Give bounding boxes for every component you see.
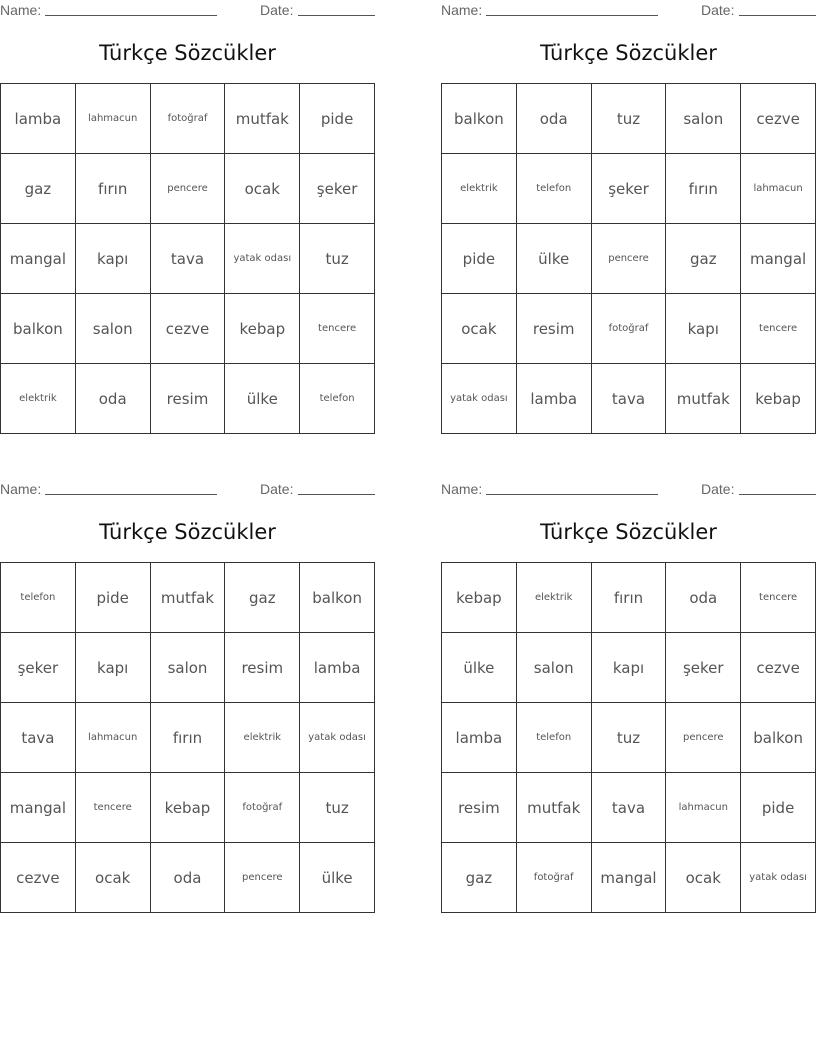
grid-cell: tencere [75,773,150,843]
grid-cell: mangal [591,843,666,913]
grid-cell: fotoğraf [225,773,300,843]
grid-cell: resim [442,773,517,843]
name-line [486,15,658,16]
date-line [739,494,816,495]
grid-cell: kebap [150,773,225,843]
date-label: Date: [260,481,294,497]
grid-cell: şeker [1,633,76,703]
grid-cell: oda [516,84,591,154]
grid-cell: cezve [1,843,76,913]
grid-cell: elektrik [225,703,300,773]
grid-cell: tuz [300,773,375,843]
grid-cell: pencere [666,703,741,773]
grid-cell: resim [516,294,591,364]
grid-cell: pencere [225,843,300,913]
grid-cell: cezve [741,84,816,154]
name-label: Name: [0,2,42,18]
grid-cell: fotoğraf [516,843,591,913]
grid-row [1,633,375,703]
grid-cell: yatak odası [741,843,816,913]
grid-row [1,84,375,154]
grid-cell: lahmacun [75,703,150,773]
grid-row [1,224,375,294]
name-label: Name: [441,481,483,497]
name-line [45,15,217,16]
grid-cell: kapı [75,224,150,294]
grid-cell: ocak [666,843,741,913]
name-date-row [0,479,375,499]
grid-cell: mutfak [666,364,741,434]
grid-cell: mutfak [150,563,225,633]
grid-cell: mangal [1,224,76,294]
grid-cell: lahmacun [666,773,741,843]
bingo-grid [441,562,816,913]
grid-cell: pide [75,563,150,633]
grid-cell: salon [666,84,741,154]
grid-cell: salon [150,633,225,703]
date-line [298,15,375,16]
name-label: Name: [0,481,42,497]
grid-cell: oda [75,364,150,434]
grid-row [1,563,375,633]
grid-row [1,843,375,913]
grid-cell: lamba [442,703,517,773]
name-label: Name: [441,2,483,18]
grid-cell: telefon [516,154,591,224]
grid-cell: ülke [225,364,300,434]
grid-cell: pencere [150,154,225,224]
grid-cell: fırın [75,154,150,224]
grid-cell: kapı [666,294,741,364]
grid-cell: yatak odası [442,364,517,434]
grid-cell: gaz [666,224,741,294]
grid-row [1,154,375,224]
grid-cell: kebap [225,294,300,364]
grid-row [442,84,816,154]
grid-row [442,843,816,913]
grid-cell: fotoğraf [591,294,666,364]
grid-cell: telefon [300,364,375,434]
grid-cell: kapı [591,633,666,703]
grid-cell: tencere [741,294,816,364]
grid-cell: fotoğraf [150,84,225,154]
grid-cell: gaz [1,154,76,224]
grid-cell: kebap [741,364,816,434]
grid-cell: lamba [516,364,591,434]
grid-row [442,773,816,843]
grid-cell: tuz [300,224,375,294]
grid-cell: lahmacun [741,154,816,224]
grid-cell: şeker [300,154,375,224]
grid-cell: resim [225,633,300,703]
grid-cell: oda [666,563,741,633]
name-date-row [0,0,375,20]
grid-cell: kebap [442,563,517,633]
grid-row [1,364,375,434]
name-line [45,494,217,495]
bingo-grid [441,83,816,434]
grid-cell: tuz [591,84,666,154]
grid-cell: oda [150,843,225,913]
grid-cell: pide [741,773,816,843]
name-date-row [441,0,816,20]
grid-cell: mutfak [516,773,591,843]
grid-cell: pencere [591,224,666,294]
grid-cell: tencere [300,294,375,364]
card-title: Türkçe Sözcükler [540,41,717,65]
date-label: Date: [260,2,294,18]
grid-cell: telefon [1,563,76,633]
card-title: Türkçe Sözcükler [540,520,717,544]
grid-cell: telefon [516,703,591,773]
grid-cell: ocak [225,154,300,224]
grid-cell: gaz [225,563,300,633]
grid-cell: balkon [442,84,517,154]
grid-cell: pide [442,224,517,294]
grid-cell: mangal [741,224,816,294]
grid-cell: ocak [442,294,517,364]
grid-cell: tava [591,364,666,434]
grid-row [442,224,816,294]
grid-cell: tava [591,773,666,843]
grid-cell: elektrik [1,364,76,434]
name-line [486,494,658,495]
grid-cell: mangal [1,773,76,843]
grid-cell: ülke [516,224,591,294]
grid-cell: fırın [150,703,225,773]
grid-row [442,364,816,434]
grid-row [442,154,816,224]
grid-cell: elektrik [442,154,517,224]
grid-row [442,563,816,633]
grid-cell: balkon [1,294,76,364]
grid-row [1,703,375,773]
name-date-row [441,479,816,499]
grid-cell: fırın [591,563,666,633]
grid-cell: resim [150,364,225,434]
card-title: Türkçe Sözcükler [99,41,276,65]
grid-cell: kapı [75,633,150,703]
grid-cell: ülke [300,843,375,913]
grid-cell: cezve [150,294,225,364]
grid-cell: lamba [1,84,76,154]
grid-cell: tava [1,703,76,773]
grid-cell: yatak odası [300,703,375,773]
grid-cell: pide [300,84,375,154]
grid-cell: lamba [300,633,375,703]
grid-cell: tencere [741,563,816,633]
bingo-grid [0,562,375,913]
grid-cell: ocak [75,843,150,913]
grid-cell: mutfak [225,84,300,154]
grid-cell: fırın [666,154,741,224]
grid-cell: lahmacun [75,84,150,154]
date-label: Date: [701,2,735,18]
grid-cell: salon [516,633,591,703]
grid-row [442,703,816,773]
grid-row [1,773,375,843]
grid-row [442,633,816,703]
grid-cell: balkon [300,563,375,633]
grid-cell: cezve [741,633,816,703]
grid-cell: tuz [591,703,666,773]
date-label: Date: [701,481,735,497]
grid-cell: balkon [741,703,816,773]
grid-cell: tava [150,224,225,294]
grid-cell: ülke [442,633,517,703]
grid-cell: salon [75,294,150,364]
grid-row [442,294,816,364]
bingo-grid [0,83,375,434]
grid-cell: şeker [666,633,741,703]
date-line [298,494,375,495]
grid-cell: elektrik [516,563,591,633]
grid-cell: yatak odası [225,224,300,294]
grid-row [1,294,375,364]
date-line [739,15,816,16]
grid-cell: şeker [591,154,666,224]
grid-cell: gaz [442,843,517,913]
card-title: Türkçe Sözcükler [99,520,276,544]
